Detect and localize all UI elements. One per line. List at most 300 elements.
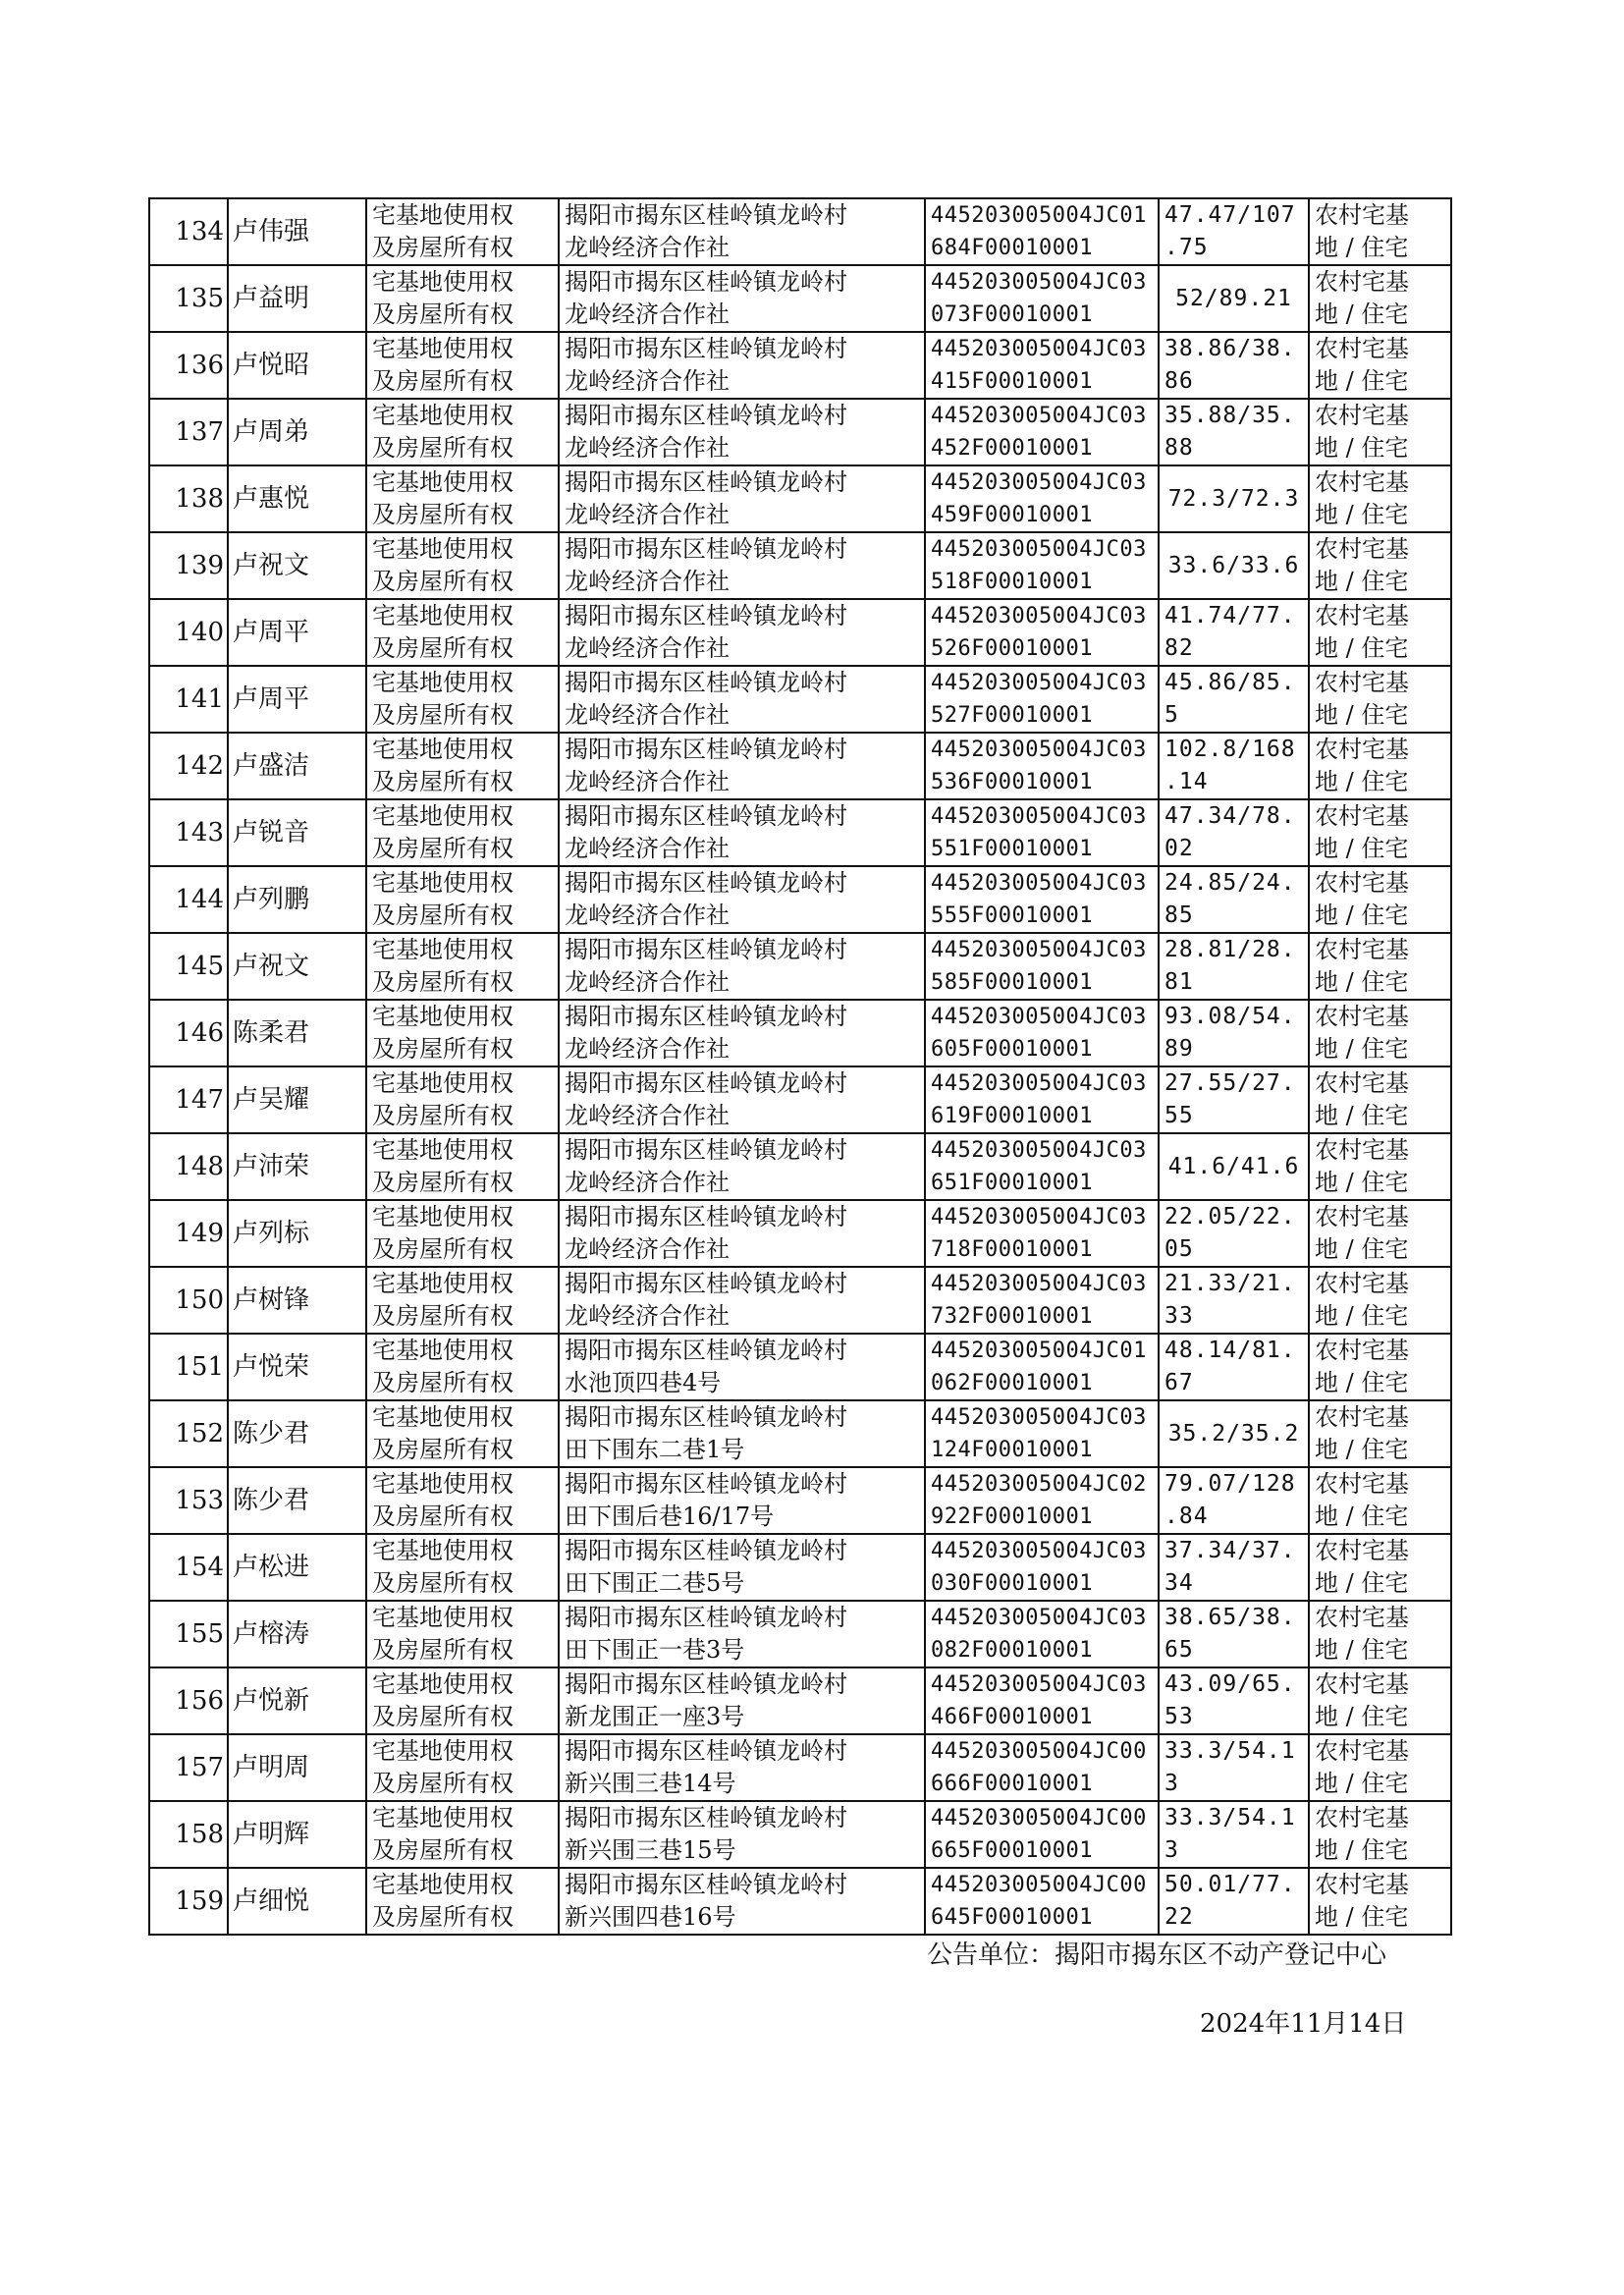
land-use-cell: [1309, 1734, 1451, 1801]
land-use-cell: [1309, 1534, 1451, 1601]
right-type-line: 宅基地使用权: [372, 1470, 514, 1498]
land-use-line: 农村宅基: [1315, 1136, 1409, 1164]
unit-number-line: 124F00010001: [931, 1438, 1093, 1462]
location-line: 揭阳市揭东区桂岭镇龙岭村: [565, 1337, 847, 1364]
right-type-line: 宅基地使用权: [372, 669, 514, 696]
land-use-line: 地 / 住宅: [1315, 1436, 1409, 1463]
area-line: 55: [1164, 1103, 1194, 1128]
owner-name-cell: 卢松进: [228, 1534, 366, 1601]
unit-number-line: 645F00010001: [931, 1905, 1093, 1930]
area-line: 50.01/77.: [1164, 1872, 1296, 1897]
table-row: [149, 1801, 1451, 1868]
location-line: 龙岭经济合作社: [565, 1102, 730, 1129]
location-line: 龙岭经济合作社: [565, 367, 730, 395]
area-line: 79.07/128: [1164, 1471, 1296, 1497]
location-cell: [559, 532, 925, 599]
right-type-line: 宅基地使用权: [372, 1670, 514, 1698]
area-cell: [1159, 399, 1309, 465]
right-type-line: 及房屋所有权: [372, 768, 514, 795]
location-line: 揭阳市揭东区桂岭镇龙岭村: [565, 335, 847, 362]
row-number-cell: 146: [149, 1000, 228, 1066]
area-line: 24.85/24.: [1164, 870, 1296, 896]
unit-number-cell: [925, 1334, 1159, 1400]
location-line: 龙岭经济合作社: [565, 701, 730, 729]
unit-number-line: 445203005004JC03: [931, 871, 1147, 896]
unit-number-line: 445203005004JC00: [931, 1739, 1147, 1764]
land-use-line: 农村宅基: [1315, 1337, 1409, 1364]
land-use-line: 地 / 住宅: [1315, 434, 1409, 462]
row-number-cell: 148: [149, 1133, 228, 1200]
right-type-cell: [366, 1601, 559, 1667]
owner-name-cell: 陈少君: [228, 1467, 366, 1534]
area-cell: [1159, 666, 1309, 733]
right-type-line: 宅基地使用权: [372, 936, 514, 963]
area-cell: [1159, 599, 1309, 666]
right-type-line: 及房屋所有权: [372, 1703, 514, 1730]
right-type-cell: [366, 1400, 559, 1467]
area-line: .84: [1164, 1503, 1209, 1529]
owner-name-cell: 卢沛荣: [228, 1133, 366, 1200]
right-type-cell: [366, 1000, 559, 1066]
location-line: 揭阳市揭东区桂岭镇龙岭村: [565, 869, 847, 897]
land-use-cell: [1309, 1467, 1451, 1534]
area-cell: [1159, 733, 1309, 799]
unit-number-line: 445203005004JC01: [931, 203, 1147, 228]
unit-number-line: 445203005004JC03: [931, 470, 1147, 495]
table-row: [149, 465, 1451, 532]
area-line: .14: [1164, 769, 1209, 794]
right-type-cell: [366, 1534, 559, 1601]
location-line: 揭阳市揭东区桂岭镇龙岭村: [565, 1203, 847, 1230]
area-line: 35.2/35.2: [1167, 1420, 1300, 1447]
unit-number-line: 445203005004JC03: [931, 1539, 1147, 1563]
area-cell: [1159, 1734, 1309, 1801]
unit-number-cell: [925, 599, 1159, 666]
row-number-cell: 147: [149, 1066, 228, 1133]
unit-number-line: 605F00010001: [931, 1037, 1093, 1062]
land-use-line: 地 / 住宅: [1315, 1770, 1409, 1797]
unit-number-cell: [925, 1667, 1159, 1734]
location-line: 龙岭经济合作社: [565, 501, 730, 528]
area-line: 72.3/72.3: [1167, 485, 1300, 512]
area-cell: [1159, 1400, 1309, 1467]
land-use-line: 农村宅基: [1315, 1537, 1409, 1564]
land-use-line: 农村宅基: [1315, 402, 1409, 429]
land-use-line: 地 / 住宅: [1315, 1102, 1409, 1129]
owner-name-cell: 卢列鹏: [228, 866, 366, 933]
location-line: 揭阳市揭东区桂岭镇龙岭村: [565, 602, 847, 629]
land-use-line: 农村宅基: [1315, 1403, 1409, 1431]
row-number-cell: 145: [149, 933, 228, 1000]
unit-number-cell: [925, 1601, 1159, 1667]
right-type-cell: [366, 532, 559, 599]
unit-number-line: 445203005004JC00: [931, 1873, 1147, 1897]
land-use-line: 地 / 住宅: [1315, 234, 1409, 261]
land-use-line: 地 / 住宅: [1315, 1503, 1409, 1530]
area-line: 33.3/54.1: [1164, 1738, 1296, 1764]
row-number-cell: 137: [149, 399, 228, 465]
unit-number-line: 555F00010001: [931, 903, 1093, 928]
notice-date: 2024年11月14日: [1200, 2009, 1407, 2039]
land-use-line: 地 / 住宅: [1315, 1169, 1409, 1196]
right-type-cell: [366, 733, 559, 799]
right-type-cell: [366, 1267, 559, 1334]
area-line: 81: [1164, 969, 1194, 995]
owner-name-cell: 卢明周: [228, 1734, 366, 1801]
area-line: 22.05/22.: [1164, 1204, 1296, 1229]
location-cell: [559, 1200, 925, 1267]
area-line: 41.6/41.6: [1167, 1153, 1300, 1179]
right-type-line: 及房屋所有权: [372, 1369, 514, 1396]
location-line: 田下围正一巷3号: [565, 1636, 745, 1664]
right-type-line: 及房屋所有权: [372, 234, 514, 261]
unit-number-line: 445203005004JC03: [931, 1272, 1147, 1296]
land-use-line: 农村宅基: [1315, 1604, 1409, 1631]
location-cell: [559, 1334, 925, 1400]
land-use-line: 农村宅基: [1315, 669, 1409, 696]
unit-number-line: 452F00010001: [931, 436, 1093, 461]
unit-number-line: 445203005004JC03: [931, 604, 1147, 628]
land-use-line: 地 / 住宅: [1315, 1369, 1409, 1396]
location-cell: [559, 1467, 925, 1534]
area-line: 48.14/81.: [1164, 1338, 1296, 1363]
land-use-line: 地 / 住宅: [1315, 634, 1409, 662]
location-line: 揭阳市揭东区桂岭镇龙岭村: [565, 1470, 847, 1498]
land-use-line: 地 / 住宅: [1315, 1035, 1409, 1063]
row-number-cell: 142: [149, 733, 228, 799]
right-type-cell: [366, 198, 559, 265]
row-number-cell: 143: [149, 799, 228, 866]
unit-number-line: 082F00010001: [931, 1638, 1093, 1663]
location-line: 龙岭经济合作社: [565, 234, 730, 261]
area-cell: [1159, 265, 1309, 332]
unit-number-cell: [925, 265, 1159, 332]
location-line: 龙岭经济合作社: [565, 1169, 730, 1196]
area-line: 102.8/168: [1164, 737, 1296, 762]
location-line: 龙岭经济合作社: [565, 301, 730, 328]
right-type-cell: [366, 332, 559, 399]
unit-number-line: 445203005004JC03: [931, 1138, 1147, 1163]
location-line: 揭阳市揭东区桂岭镇龙岭村: [565, 1670, 847, 1698]
right-type-line: 宅基地使用权: [372, 1069, 514, 1097]
right-type-line: 宅基地使用权: [372, 1403, 514, 1431]
area-line: 89: [1164, 1036, 1194, 1062]
area-cell: [1159, 1000, 1309, 1066]
land-use-cell: [1309, 733, 1451, 799]
location-line: 揭阳市揭东区桂岭镇龙岭村: [565, 1871, 847, 1898]
area-cell: [1159, 1601, 1309, 1667]
land-use-line: 地 / 住宅: [1315, 367, 1409, 395]
area-cell: [1159, 1334, 1309, 1400]
right-type-line: 及房屋所有权: [372, 968, 514, 996]
land-use-cell: [1309, 1601, 1451, 1667]
right-type-line: 宅基地使用权: [372, 1337, 514, 1364]
row-number-cell: 154: [149, 1534, 228, 1601]
location-cell: [559, 1601, 925, 1667]
table-row: [149, 532, 1451, 599]
land-use-cell: [1309, 1667, 1451, 1734]
location-cell: [559, 198, 925, 265]
right-type-line: 及房屋所有权: [372, 501, 514, 528]
location-line: 田下围后巷16/17号: [565, 1503, 775, 1530]
land-use-line: 农村宅基: [1315, 335, 1409, 362]
unit-number-line: 073F00010001: [931, 302, 1093, 327]
location-cell: [559, 465, 925, 532]
row-number-cell: 141: [149, 666, 228, 733]
owner-name-cell: 卢列标: [228, 1200, 366, 1267]
location-cell: [559, 265, 925, 332]
land-use-line: 地 / 住宅: [1315, 768, 1409, 795]
area-line: 85: [1164, 902, 1194, 928]
unit-number-cell: [925, 1066, 1159, 1133]
right-type-line: 宅基地使用权: [372, 1604, 514, 1631]
area-line: 47.47/107: [1164, 202, 1296, 228]
unit-number-line: 445203005004JC03: [931, 804, 1147, 829]
unit-number-cell: [925, 399, 1159, 465]
unit-number-cell: [925, 1868, 1159, 1935]
right-type-line: 宅基地使用权: [372, 869, 514, 897]
right-type-line: 及房屋所有权: [372, 1903, 514, 1931]
table-row: [149, 1534, 1451, 1601]
table-row: [149, 599, 1451, 666]
table-row: [149, 1133, 1451, 1200]
table-row: [149, 332, 1451, 399]
owner-name-cell: 卢树锋: [228, 1267, 366, 1334]
row-number-cell: 150: [149, 1267, 228, 1334]
unit-number-cell: [925, 1801, 1159, 1868]
right-type-line: 及房屋所有权: [372, 568, 514, 595]
unit-number-cell: [925, 1534, 1159, 1601]
unit-number-cell: [925, 1400, 1159, 1467]
land-use-line: 地 / 住宅: [1315, 1703, 1409, 1730]
right-type-line: 及房屋所有权: [372, 434, 514, 462]
unit-number-line: 684F00010001: [931, 236, 1093, 260]
right-type-line: 及房屋所有权: [372, 1503, 514, 1530]
table-row: [149, 1601, 1451, 1667]
area-line: 28.81/28.: [1164, 937, 1296, 962]
unit-number-line: 922F00010001: [931, 1504, 1093, 1529]
row-number-cell: 134: [149, 198, 228, 265]
area-line: 3: [1164, 1771, 1179, 1796]
location-line: 龙岭经济合作社: [565, 768, 730, 795]
unit-number-line: 445203005004JC03: [931, 1005, 1147, 1029]
right-type-line: 及房屋所有权: [372, 701, 514, 729]
location-line: 龙岭经济合作社: [565, 835, 730, 862]
right-type-line: 及房屋所有权: [372, 1770, 514, 1797]
land-use-line: 地 / 住宅: [1315, 1903, 1409, 1931]
land-use-line: 农村宅基: [1315, 602, 1409, 629]
location-cell: [559, 332, 925, 399]
owner-name-cell: 卢伟强: [228, 198, 366, 265]
location-line: 龙岭经济合作社: [565, 968, 730, 996]
area-line: 47.34/78.: [1164, 803, 1296, 829]
land-use-line: 农村宅基: [1315, 201, 1409, 229]
unit-number-line: 732F00010001: [931, 1304, 1093, 1329]
owner-name-cell: 卢悦荣: [228, 1334, 366, 1400]
area-line: 22: [1164, 1904, 1194, 1930]
land-use-line: 地 / 住宅: [1315, 1302, 1409, 1330]
land-use-cell: [1309, 1066, 1451, 1133]
unit-number-line: 445203005004JC03: [931, 404, 1147, 428]
land-use-cell: [1309, 599, 1451, 666]
area-line: 3: [1164, 1837, 1179, 1863]
right-type-cell: [366, 1734, 559, 1801]
land-use-cell: [1309, 666, 1451, 733]
area-line: 45.86/85.: [1164, 670, 1296, 695]
location-cell: [559, 1000, 925, 1066]
unit-number-line: 445203005004JC03: [931, 938, 1147, 962]
unit-number-line: 518F00010001: [931, 570, 1093, 594]
table-row: [149, 1200, 1451, 1267]
area-cell: [1159, 1868, 1309, 1935]
area-line: 86: [1164, 368, 1194, 394]
unit-number-line: 445203005004JC03: [931, 537, 1147, 562]
right-type-line: 及房屋所有权: [372, 1235, 514, 1263]
right-type-line: 宅基地使用权: [372, 201, 514, 229]
unit-number-line: 062F00010001: [931, 1371, 1093, 1395]
right-type-line: 及房屋所有权: [372, 1035, 514, 1063]
location-cell: [559, 1734, 925, 1801]
table-row: [149, 1734, 1451, 1801]
right-type-line: 宅基地使用权: [372, 402, 514, 429]
location-line: 揭阳市揭东区桂岭镇龙岭村: [565, 802, 847, 830]
table-row: [149, 1267, 1451, 1334]
area-line: 53: [1164, 1704, 1194, 1729]
location-cell: [559, 1801, 925, 1868]
row-number-cell: 156: [149, 1667, 228, 1734]
owner-name-cell: 卢明辉: [228, 1801, 366, 1868]
area-line: 38.86/38.: [1164, 336, 1296, 361]
right-type-line: 宅基地使用权: [372, 335, 514, 362]
area-line: 02: [1164, 836, 1194, 861]
right-type-cell: [366, 1066, 559, 1133]
area-line: 38.65/38.: [1164, 1605, 1296, 1630]
unit-number-line: 585F00010001: [931, 970, 1093, 995]
right-type-cell: [366, 866, 559, 933]
owner-name-cell: 卢祝文: [228, 933, 366, 1000]
land-use-line: 农村宅基: [1315, 1003, 1409, 1030]
table-row: [149, 198, 1451, 265]
location-line: 龙岭经济合作社: [565, 1235, 730, 1263]
unit-number-line: 466F00010001: [931, 1705, 1093, 1729]
location-cell: [559, 733, 925, 799]
location-line: 新兴围四巷16号: [565, 1903, 736, 1931]
right-type-cell: [366, 399, 559, 465]
unit-number-line: 459F00010001: [931, 503, 1093, 527]
area-line: 82: [1164, 635, 1194, 661]
location-line: 揭阳市揭东区桂岭镇龙岭村: [565, 669, 847, 696]
table-row: [149, 1868, 1451, 1935]
table-row: [149, 265, 1451, 332]
location-line: 揭阳市揭东区桂岭镇龙岭村: [565, 1136, 847, 1164]
area-cell: [1159, 1467, 1309, 1534]
land-use-line: 农村宅基: [1315, 268, 1409, 296]
table-row: [149, 1467, 1451, 1534]
location-line: 揭阳市揭东区桂岭镇龙岭村: [565, 535, 847, 563]
right-type-cell: [366, 1667, 559, 1734]
area-line: 52/89.21: [1175, 285, 1292, 311]
notice-unit: 公告单位：揭阳市揭东区不动产登记中心: [927, 1940, 1387, 1970]
owner-name-cell: 卢悦昭: [228, 332, 366, 399]
row-number-cell: 149: [149, 1200, 228, 1267]
area-cell: [1159, 1801, 1309, 1868]
location-line: 揭阳市揭东区桂岭镇龙岭村: [565, 402, 847, 429]
right-type-line: 宅基地使用权: [372, 802, 514, 830]
row-number-cell: 153: [149, 1467, 228, 1534]
unit-number-cell: [925, 666, 1159, 733]
table-row: [149, 399, 1451, 465]
location-line: 揭阳市揭东区桂岭镇龙岭村: [565, 1069, 847, 1097]
right-type-line: 宅基地使用权: [372, 1270, 514, 1297]
location-cell: [559, 599, 925, 666]
land-use-line: 农村宅基: [1315, 1470, 1409, 1498]
row-number-cell: 152: [149, 1400, 228, 1467]
land-use-line: 地 / 住宅: [1315, 568, 1409, 595]
area-line: 33: [1164, 1303, 1194, 1329]
land-use-cell: [1309, 1868, 1451, 1935]
area-line: 27.55/27.: [1164, 1070, 1296, 1096]
unit-number-line: 445203005004JC03: [931, 671, 1147, 695]
row-number-cell: 136: [149, 332, 228, 399]
right-type-line: 及房屋所有权: [372, 835, 514, 862]
unit-number-line: 527F00010001: [931, 703, 1093, 728]
owner-name-cell: 卢惠悦: [228, 465, 366, 532]
land-use-cell: [1309, 332, 1451, 399]
unit-number-line: 445203005004JC01: [931, 1339, 1147, 1363]
land-use-cell: [1309, 1200, 1451, 1267]
land-use-line: 农村宅基: [1315, 1871, 1409, 1898]
location-line: 揭阳市揭东区桂岭镇龙岭村: [565, 1403, 847, 1431]
table-body: [149, 198, 1451, 1935]
area-cell: [1159, 1267, 1309, 1334]
right-type-line: 宅基地使用权: [372, 602, 514, 629]
unit-number-cell: [925, 1467, 1159, 1534]
location-line: 龙岭经济合作社: [565, 634, 730, 662]
land-use-line: 农村宅基: [1315, 1804, 1409, 1831]
land-use-cell: [1309, 465, 1451, 532]
unit-number-line: 445203005004JC00: [931, 1806, 1147, 1831]
area-line: 33.6/33.6: [1167, 552, 1300, 578]
owner-name-cell: 卢益明: [228, 265, 366, 332]
area-cell: [1159, 1066, 1309, 1133]
land-use-cell: [1309, 1000, 1451, 1066]
unit-number-line: 445203005004JC03: [931, 337, 1147, 361]
table-row: [149, 733, 1451, 799]
location-line: 揭阳市揭东区桂岭镇龙岭村: [565, 1804, 847, 1831]
registration-table: [148, 197, 1452, 1936]
area-line: 21.33/21.: [1164, 1271, 1296, 1296]
land-use-line: 农村宅基: [1315, 468, 1409, 496]
right-type-cell: [366, 1868, 559, 1935]
area-line: 37.34/37.: [1164, 1538, 1296, 1563]
location-line: 揭阳市揭东区桂岭镇龙岭村: [565, 268, 847, 296]
area-line: .75: [1164, 235, 1209, 260]
right-type-line: 宅基地使用权: [372, 1737, 514, 1765]
location-cell: [559, 1133, 925, 1200]
table-row: [149, 1066, 1451, 1133]
unit-number-line: 445203005004JC03: [931, 1405, 1147, 1430]
location-line: 揭阳市揭东区桂岭镇龙岭村: [565, 468, 847, 496]
land-use-line: 地 / 住宅: [1315, 1836, 1409, 1864]
land-use-line: 地 / 住宅: [1315, 1636, 1409, 1664]
right-type-cell: [366, 465, 559, 532]
row-number-cell: 158: [149, 1801, 228, 1868]
land-use-line: 地 / 住宅: [1315, 501, 1409, 528]
unit-number-line: 718F00010001: [931, 1237, 1093, 1262]
area-cell: [1159, 1200, 1309, 1267]
unit-number-cell: [925, 733, 1159, 799]
location-cell: [559, 1267, 925, 1334]
